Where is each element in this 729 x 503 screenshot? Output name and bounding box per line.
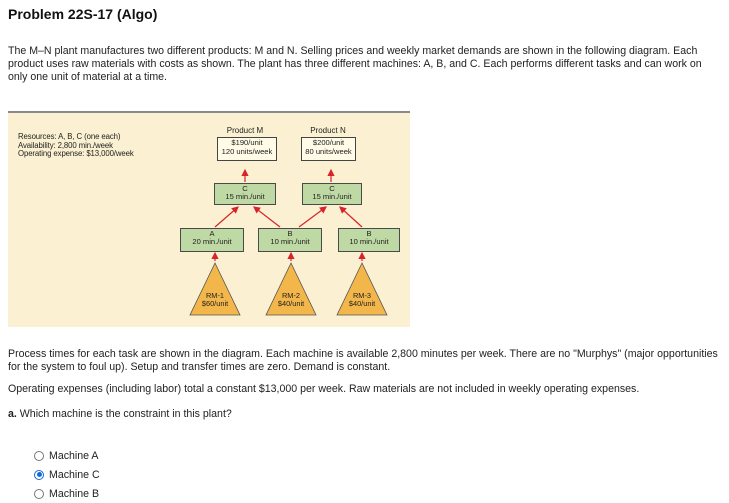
rm3-name: RM-3 [352,291,372,300]
task-c-n-machine: C [329,184,335,193]
product-m-name: Product M [226,126,264,135]
rm2-name: RM-2 [281,291,301,300]
task-b-n-machine: B [366,229,372,238]
option-machine-a-label: Machine A [49,449,99,462]
task-a [180,228,244,252]
task-c-m [214,183,276,205]
task-c-m-machine: C [242,184,248,193]
intro-paragraph: The M–N plant manufactures two different products: M and N. Selling prices and weekly market demands are shown in the following diagram. Each product uses raw materials with costs as shown. The plant has three different machines: A, B, and C. Each performs different tasks and can work on only one unit of material at a time. [8,45,702,83]
task-c-n [302,183,362,205]
product-m-demand: 120 units/week [221,146,273,156]
task-b-m-time: 10 min./unit [270,237,310,247]
availability-line: Availability: 2,800 min./week [18,140,113,150]
product-n-name: Product N [310,126,346,135]
product-n-box [301,137,356,161]
opex-paragraph: Operating expenses (including labor) total a constant $13,000 per week. Raw materials are not included in weekly operating expenses. [8,383,640,395]
problem-title: Problem 22S-17 (Algo) [8,6,158,22]
resources-line: Resources: A, B, C (one each) [18,132,121,141]
task-a-machine: A [209,229,215,238]
product-n-demand: 80 units/week [305,146,352,156]
arrow-b2-c2 [340,207,362,227]
rm1-label [190,292,240,309]
process-paragraph: Process times for each task are shown in the diagram. Each machine is available 2,800 minutes per week. There are no "Murphys" (major opportunities for the system to foul up). Setup and transfer times are zero. Demand is constant. [8,348,718,373]
product-m-price: $190/unit [231,138,263,147]
task-a-time: 20 min./unit [192,237,232,247]
rm1-cost: $60/unit [201,299,229,309]
task-b-m [258,228,322,252]
resource-info [18,133,134,159]
radio-machine-a[interactable] [34,451,44,461]
radio-machine-c[interactable] [34,470,44,480]
rm2-cost: $40/unit [277,299,305,309]
rm3-cost: $40/unit [348,299,376,309]
product-n-price: $200/unit [312,138,345,147]
option-machine-b[interactable] [34,484,100,503]
option-machine-c[interactable] [34,465,100,484]
arrow-b1-c1 [254,207,280,227]
process-diagram [8,111,410,327]
radio-machine-b[interactable] [34,489,44,499]
task-c-n-time: 15 min./unit [312,192,352,202]
option-machine-c-label: Machine C [49,468,100,481]
question-label: a. [8,408,17,420]
answer-options [34,446,100,503]
question-text [8,408,720,421]
question-body: Which machine is the constraint in this plant? [19,408,232,420]
product-m-box [217,137,277,161]
task-c-m-time: 15 min./unit [225,192,265,202]
option-machine-b-label: Machine B [49,487,100,500]
task-b-m-machine: B [287,229,293,238]
rm2-label [266,292,316,309]
operating-expense-line: Operating expense: $13,000/week [18,149,134,159]
rm3-label [337,292,387,309]
arrow-a-c1 [215,207,238,227]
task-b-n [338,228,400,252]
option-machine-a[interactable] [34,446,100,465]
rm1-name: RM-1 [205,291,225,300]
task-b-n-time: 10 min./unit [349,237,389,247]
arrow-b1-c2 [299,207,326,227]
